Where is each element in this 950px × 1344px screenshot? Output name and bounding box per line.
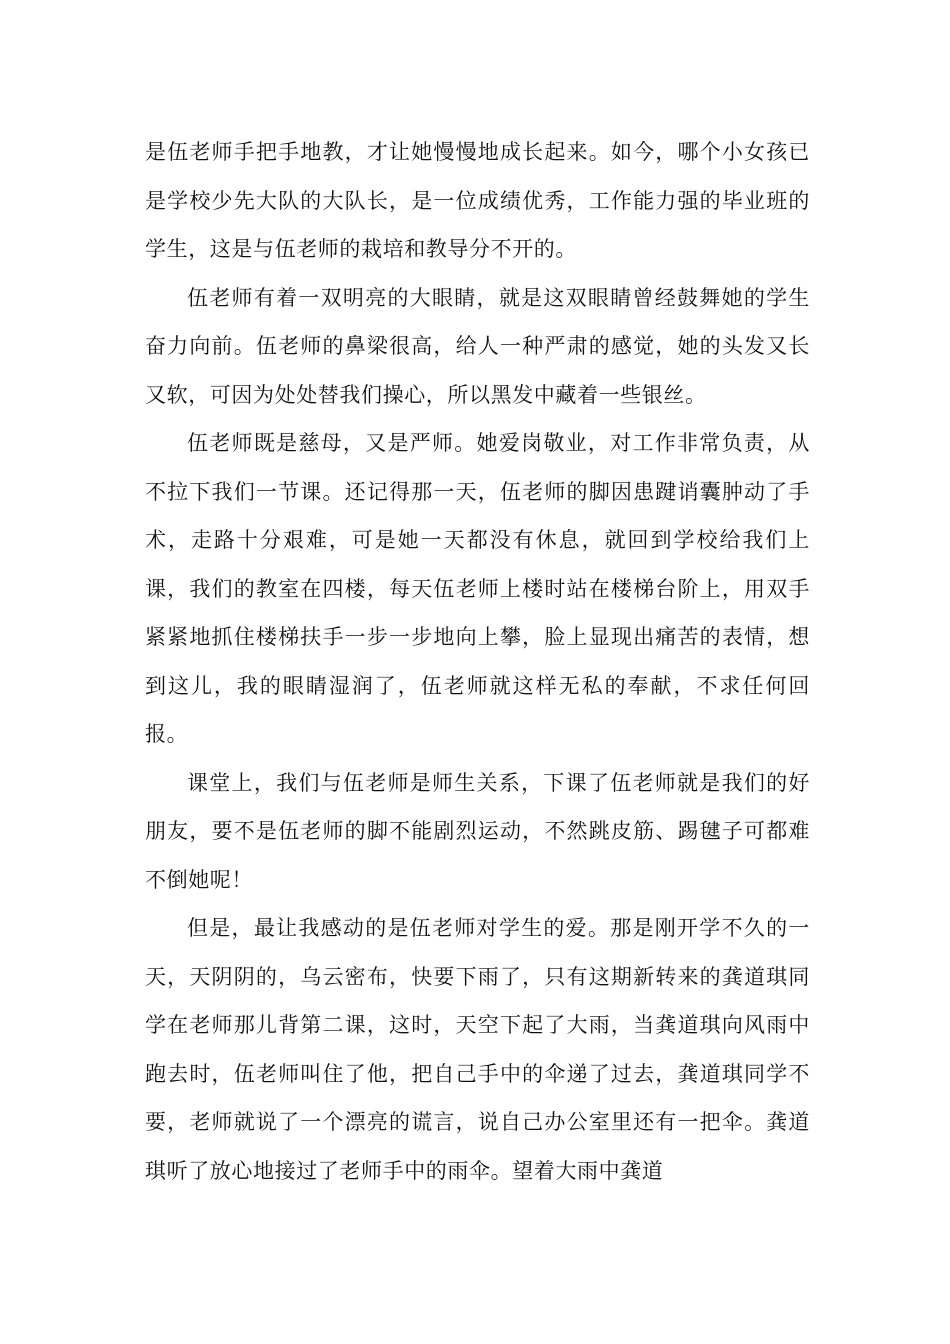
paragraph-3: 伍老师既是慈母，又是严师。她爱岗敬业，对工作非常负责，从不拉下我们一节课。还记得那一天，伍老师的脚因患踺诮囊肿动了手术，走路十分艰难，可是她一天都没有休息，就回到学校给我们上课，我们的教室在四楼，每天伍老师上楼时站在楼梯台阶上，用双手紧紧地抓住楼梯扶手一步一步地向上攀，脸上显现出痛苦的表情，想到这儿，我的眼睛湿润了，伍老师就这样无私的奉献，不求任何回报。: [145, 431, 810, 746]
paragraph-1: 是伍老师手把手地教，才让她慢慢地成长起来。如今，哪个小女孩已是学校少先大队的大队长，是一位成绩优秀，工作能力强的毕业班的学生，这是与伍老师的栽培和教导分不开的。: [145, 140, 810, 261]
paragraph-2: 伍老师有着一双明亮的大眼睛，就是这双眼睛曾经鼓舞她的学生奋力向前。伍老师的鼻梁很高，给人一种严肃的感觉，她的头发又长又软，可因为处处替我们操心，所以黑发中藏着一些银丝。: [145, 285, 810, 407]
paragraph-4: 课堂上，我们与伍老师是师生关系，下课了伍老师就是我们的好朋友，要不是伍老师的脚不能剧烈运动，不然跳皮筋、踢毽子可都难不倒她呢！: [145, 770, 810, 892]
paragraph-5: 但是，最让我感动的是伍老师对学生的爱。那是刚开学不久的一天，天阴阴的，乌云密布，快要下雨了，只有这期新转来的龚道琪同学在老师那儿背第二课，这时，天空下起了大雨，当龚道琪向风雨中跑去时，伍老师叫住了他，把自己手中的伞递了过去，龚道琪同学不要，老师就说了一个漂亮的谎言，说自己办公室里还有一把伞。龚道琪听了放心地接过了老师手中的雨伞。望着大雨中龚道: [145, 916, 810, 1183]
document-body: [145, 128, 810, 1195]
